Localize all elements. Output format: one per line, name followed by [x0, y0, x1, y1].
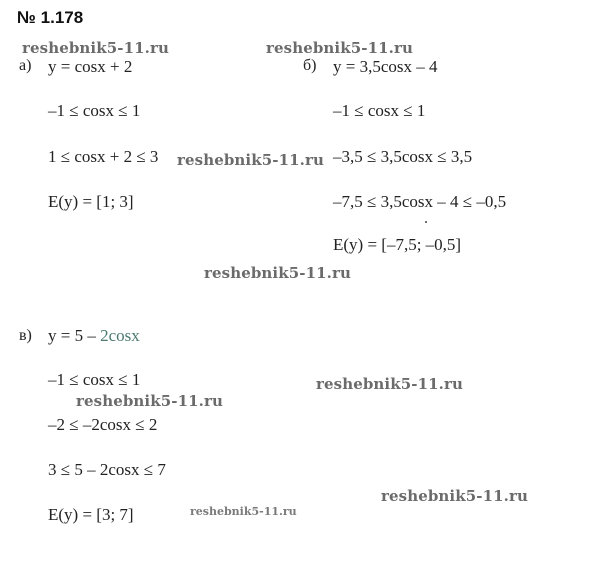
part-a-function: y = cosx + 2	[48, 57, 133, 76]
part-b-step1: –1 ≤ cosx ≤ 1	[333, 101, 426, 120]
problem-number: № 1.178	[17, 8, 84, 27]
part-a-answer: E(y) = [1; 3]	[48, 192, 134, 211]
part-c-function	[48, 326, 140, 346]
part-c-step2: –2 ≤ –2cosx ≤ 2	[48, 415, 158, 434]
part-b-function: y = 3,5cosx – 4	[333, 57, 438, 76]
part-a-step2: 1 ≤ cosx + 2 ≤ 3	[48, 147, 159, 166]
watermark: reshebnik5-11.ru	[76, 392, 223, 410]
stray-dot	[425, 221, 427, 223]
part-b-label: б)	[303, 57, 317, 74]
watermark: reshebnik5-11.ru	[204, 264, 351, 282]
part-c-answer: E(y) = [3; 7]	[48, 505, 134, 524]
watermark: reshebnik5-11.ru	[381, 487, 528, 505]
watermark: reshebnik5-11.ru	[177, 151, 324, 169]
part-b-step2: –3,5 ≤ 3,5cosx ≤ 3,5	[333, 147, 473, 166]
part-c-label: в)	[19, 327, 32, 344]
watermark: reshebnik5-11.ru	[316, 375, 463, 393]
part-c-step1: –1 ≤ cosx ≤ 1	[48, 370, 141, 389]
part-b-answer: E(y) = [–7,5; –0,5]	[333, 235, 462, 254]
part-b-step3: –7,5 ≤ 3,5cosx – 4 ≤ –0,5	[333, 192, 507, 211]
part-a-step1: –1 ≤ cosx ≤ 1	[48, 101, 141, 120]
watermark: reshebnik5-11.ru	[22, 39, 169, 57]
part-c-step3: 3 ≤ 5 – 2cosx ≤ 7	[48, 460, 166, 479]
watermark-small: reshebnik5-11.ru	[190, 505, 297, 518]
part-c-function-prefix: y = 5 –	[48, 326, 96, 345]
watermark: reshebnik5-11.ru	[266, 39, 413, 57]
part-c-function-suffix: 2cosx	[100, 326, 140, 345]
part-a-label: а)	[19, 57, 32, 74]
